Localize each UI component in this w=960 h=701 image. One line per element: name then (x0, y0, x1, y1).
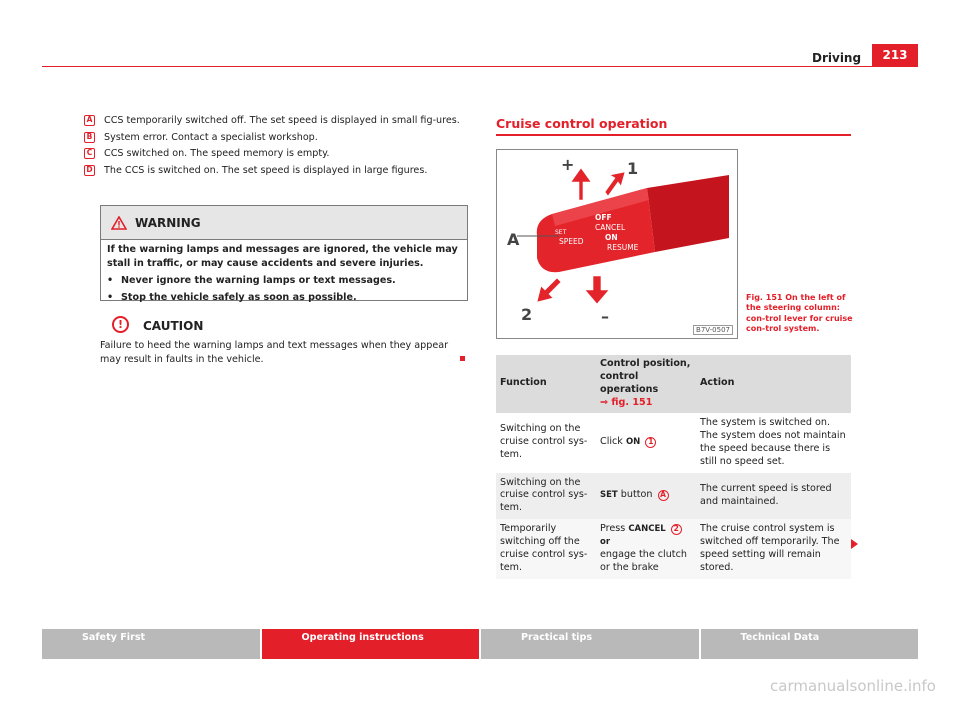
legend-badge: D (84, 165, 95, 176)
cell-function: Temporarily switching off the cruise control sys-tem. (496, 519, 596, 579)
lever-resume-label: RESUME (607, 243, 639, 252)
control-badge: A (658, 490, 669, 501)
figure-label-a: A (507, 230, 520, 249)
section-title: Cruise control operation (496, 116, 668, 131)
caution-title: CAUTION (143, 319, 204, 333)
bullet-icon: • (107, 274, 114, 286)
legend-text: System error. Contact a specialist workshop. (104, 131, 318, 143)
footer-tab-safety-first[interactable]: Safety First (42, 629, 260, 659)
control-prefix: Click (600, 436, 623, 448)
control-badge: 1 (645, 437, 656, 448)
section-divider (496, 134, 851, 136)
legend-item (84, 164, 469, 178)
table-header-row (496, 355, 851, 413)
continue-arrow-icon (851, 539, 858, 549)
figure-caption: Fig. 151 On the left of the steering column: con-trol lever for cruise con-trol system. (746, 293, 853, 334)
footer-nav (42, 629, 918, 659)
control-key: CANCEL (628, 524, 666, 535)
control-or: or (600, 537, 611, 548)
table-row (496, 519, 851, 579)
control-key: ON (625, 437, 641, 448)
figure-reference-link[interactable]: ⇒ fig. 151 (600, 396, 653, 408)
warning-title: WARNING (135, 215, 201, 230)
cell-control (596, 519, 696, 579)
bullet-icon: • (107, 291, 114, 303)
legend-item (84, 147, 469, 161)
caution-exclamation-icon: ! (112, 316, 129, 333)
section-end-marker (460, 356, 465, 361)
control-key: SET (600, 490, 618, 501)
figure-code: B7V-0507 (693, 325, 733, 335)
warning-intro: If the warning lamps and messages are ignored, the vehicle may stall in traffic, or may cause accidents and severe injuries. (107, 244, 458, 269)
cruise-control-table (496, 355, 851, 579)
header-control (596, 355, 696, 413)
lever-illustration (497, 150, 737, 338)
lever-off-label: OFF (595, 213, 612, 222)
warning-box (100, 205, 468, 301)
warning-item-text: Stop the vehicle safely as soon as possible. (121, 291, 357, 303)
warning-header (101, 206, 467, 240)
caution-header (112, 316, 203, 333)
control-extra: engage the clutch or the brake (600, 549, 687, 574)
page-number: 213 (872, 44, 918, 66)
header-function: Function (496, 355, 596, 413)
running-header-title: Driving (812, 51, 862, 65)
legend-item (84, 131, 469, 145)
warning-body (101, 240, 467, 308)
legend-badge: C (84, 148, 95, 159)
lever-on-label: ON (605, 233, 618, 242)
caution-text: Failure to heed the warning lamps and text messages when they appear may result in faults in the vehicle. (100, 340, 449, 365)
warning-item-text: Never ignore the warning lamps or text messages. (121, 274, 396, 286)
cell-control (596, 413, 696, 473)
legend-text: The CCS is switched on. The set speed is displayed in large figures. (104, 164, 428, 176)
cruise-control-lever-figure (496, 149, 738, 339)
footer-tab-operating-instructions[interactable]: Operating instructions (262, 629, 480, 659)
control-suffix: button (620, 489, 653, 501)
control-badge: 2 (671, 524, 682, 535)
cell-function: Switching on the cruise control sys-tem. (496, 473, 596, 520)
lever-speed-label: SPEED (559, 237, 584, 246)
lever-set-label: SET (555, 229, 567, 236)
footer-tab-practical-tips[interactable]: Practical tips (481, 629, 699, 659)
legend-text: CCS switched on. The speed memory is empty. (104, 148, 330, 160)
cell-action: The system is switched on. The system does not maintain the speed because there is still no speed set. (696, 413, 851, 473)
legend-text: CCS temporarily switched off. The set speed is displayed in small fig-ures. (104, 115, 460, 126)
legend-badge: B (84, 132, 95, 143)
header-divider (42, 66, 918, 67)
watermark: carmanualsonline.info (770, 677, 936, 695)
status-legend (84, 114, 469, 180)
lever-cancel-label: CANCEL (595, 223, 626, 232)
cell-action: The current speed is stored and maintained. (696, 473, 851, 520)
cell-function: Switching on the cruise control sys-tem. (496, 413, 596, 473)
table-row (496, 473, 851, 520)
figure-label-minus: – (601, 307, 609, 326)
figure-label-2: 2 (521, 305, 533, 324)
legend-item (84, 114, 469, 128)
table-row (496, 413, 851, 473)
warning-triangle-icon (111, 216, 127, 230)
cell-action: The cruise control system is switched off temporarily. The speed setting will remain stored. (696, 519, 851, 579)
header-control-label: Control position, control operations (600, 358, 691, 395)
footer-tab-technical-data[interactable]: Technical Data (701, 629, 919, 659)
warning-item (107, 274, 461, 288)
figure-label-plus: + (561, 155, 575, 174)
figure-label-1: 1 (627, 159, 639, 178)
legend-badge: A (84, 115, 95, 126)
header-action: Action (696, 355, 851, 413)
cell-control (596, 473, 696, 520)
control-prefix: Press (600, 523, 626, 535)
warning-item (107, 291, 461, 305)
